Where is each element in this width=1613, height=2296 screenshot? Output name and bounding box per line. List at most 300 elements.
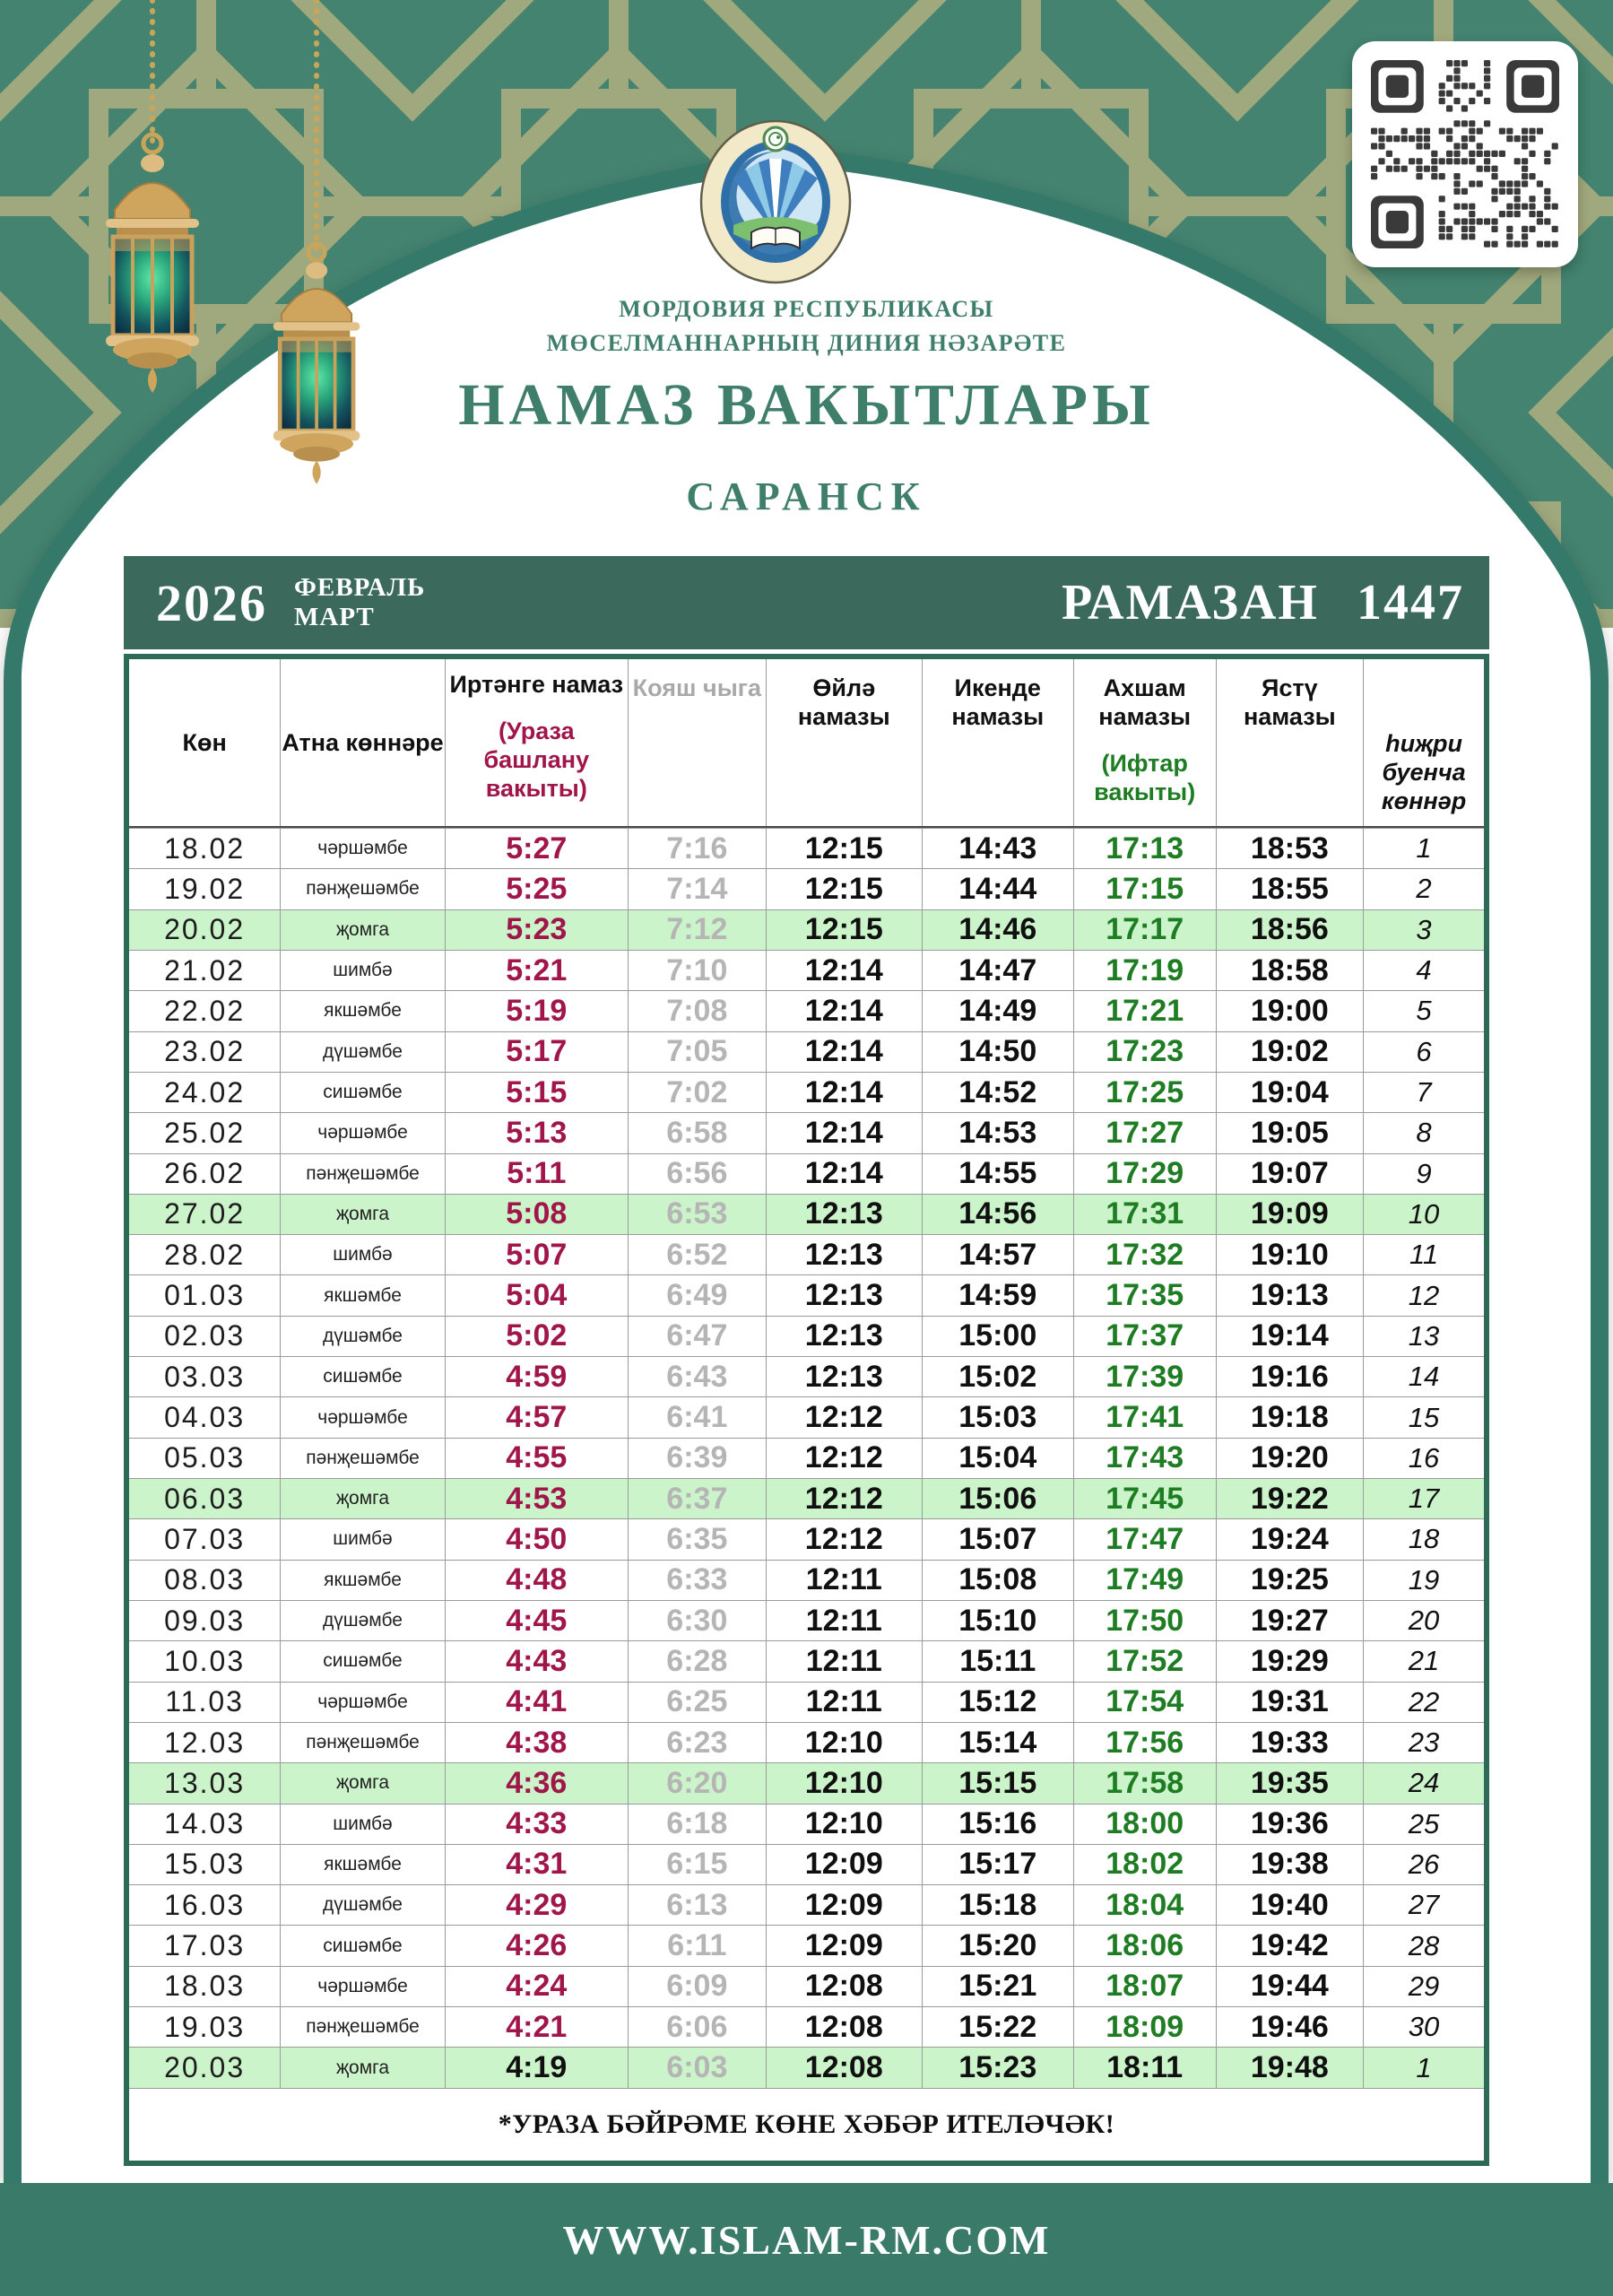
cell-dhuhr: 12:13 [767, 1195, 923, 1234]
cell-isha: 19:29 [1217, 1641, 1365, 1681]
cell-maghrib: 17:32 [1074, 1235, 1217, 1274]
cell-weekday: сишәмбе [281, 1641, 446, 1681]
cell-sunrise: 6:30 [629, 1601, 767, 1640]
cell-isha: 19:35 [1217, 1763, 1365, 1803]
cell-hijri: 5 [1364, 991, 1484, 1031]
table-row [129, 1640, 1484, 1681]
cell-date: 18.03 [129, 1967, 281, 2006]
cell-hijri: 7 [1364, 1073, 1484, 1112]
cell-fajr: 4:55 [446, 1439, 629, 1478]
cell-isha: 19:24 [1217, 1519, 1365, 1559]
cell-isha: 19:46 [1217, 2007, 1365, 2047]
cell-dhuhr: 12:10 [767, 1723, 923, 1762]
cell-dhuhr: 12:13 [767, 1357, 923, 1396]
cell-date: 23.02 [129, 1032, 281, 1072]
cell-maghrib: 17:49 [1074, 1561, 1217, 1600]
cell-maghrib: 18:02 [1074, 1845, 1217, 1884]
table-row [129, 1112, 1484, 1152]
table-row [129, 868, 1484, 909]
cell-dhuhr: 12:08 [767, 1967, 923, 2006]
cell-maghrib: 17:52 [1074, 1641, 1217, 1681]
cell-date: 11.03 [129, 1683, 281, 1722]
cell-fajr: 5:15 [446, 1073, 629, 1112]
cell-weekday: дүшәмбе [281, 1032, 446, 1072]
column-header-isha: Ястү намазы [1217, 659, 1365, 826]
cell-hijri: 6 [1364, 1032, 1484, 1072]
cell-asr: 15:12 [923, 1683, 1074, 1722]
cell-weekday: сишәмбе [281, 1357, 446, 1396]
cell-sunrise: 6:43 [629, 1357, 767, 1396]
cell-date: 07.03 [129, 1519, 281, 1559]
cell-fajr: 4:21 [446, 2007, 629, 2047]
cell-dhuhr: 12:12 [767, 1519, 923, 1559]
column-header-asr: Икенде намазы [923, 659, 1074, 826]
cell-sunrise: 6:35 [629, 1519, 767, 1559]
cell-fajr: 4:31 [446, 1845, 629, 1884]
cell-asr: 14:49 [923, 991, 1074, 1031]
cell-sunrise: 6:39 [629, 1439, 767, 1478]
cell-asr: 15:20 [923, 1926, 1074, 1965]
cell-dhuhr: 12:15 [767, 869, 923, 909]
months-label [294, 573, 425, 632]
cell-asr: 14:52 [923, 1073, 1074, 1112]
cell-date: 16.03 [129, 1885, 281, 1925]
cell-maghrib: 17:47 [1074, 1519, 1217, 1559]
cell-maghrib: 17:17 [1074, 910, 1217, 950]
cell-date: 03.03 [129, 1357, 281, 1396]
column-header-dhuhr: Өйлә намазы [767, 659, 923, 826]
table-row [129, 1356, 1484, 1396]
cell-date: 19.02 [129, 869, 281, 909]
cell-weekday: шимбә [281, 1235, 446, 1274]
cell-maghrib: 17:21 [1074, 991, 1217, 1031]
table-row [129, 1478, 1484, 1518]
table-row [129, 1966, 1484, 2006]
cell-date: 22.02 [129, 991, 281, 1031]
cell-maghrib: 17:25 [1074, 1073, 1217, 1112]
table-row [129, 1316, 1484, 1356]
cell-date: 24.02 [129, 1073, 281, 1112]
cell-weekday: якшәмбе [281, 1275, 446, 1315]
cell-weekday: шимбә [281, 1805, 446, 1844]
cell-isha: 18:58 [1217, 951, 1365, 990]
cell-weekday: чәршәмбе [281, 829, 446, 868]
cell-sunrise: 6:18 [629, 1805, 767, 1844]
logo-emblem [699, 119, 852, 284]
cell-asr: 14:56 [923, 1195, 1074, 1234]
cell-dhuhr: 12:11 [767, 1601, 923, 1640]
cell-fajr: 5:21 [446, 951, 629, 990]
cell-weekday: дүшәмбе [281, 1601, 446, 1640]
cell-dhuhr: 12:14 [767, 1073, 923, 1112]
table-row [129, 1560, 1484, 1600]
table-row [129, 1274, 1484, 1315]
cell-fajr: 5:17 [446, 1032, 629, 1072]
table-row [129, 2006, 1484, 2047]
cell-fajr: 4:33 [446, 1805, 629, 1844]
cell-date: 10.03 [129, 1641, 281, 1681]
cell-date: 15.03 [129, 1845, 281, 1884]
cell-weekday: чәршәмбе [281, 1397, 446, 1437]
cell-isha: 19:04 [1217, 1073, 1365, 1112]
cell-dhuhr: 12:14 [767, 951, 923, 990]
cell-dhuhr: 12:10 [767, 1763, 923, 1803]
cell-maghrib: 17:31 [1074, 1195, 1217, 1234]
cell-sunrise: 6:33 [629, 1561, 767, 1600]
cell-fajr: 5:08 [446, 1195, 629, 1234]
cell-hijri: 19 [1364, 1561, 1484, 1600]
cell-hijri: 24 [1364, 1763, 1484, 1803]
cell-hijri: 13 [1364, 1317, 1484, 1356]
column-header-fajr: Иртәнге намаз (Ураза башлану вакыты) [446, 659, 629, 826]
month-march: МАРТ [294, 603, 375, 631]
cell-dhuhr: 12:12 [767, 1479, 923, 1518]
cell-asr: 14:59 [923, 1275, 1074, 1315]
cell-date: 19.03 [129, 2007, 281, 2047]
cell-asr: 15:21 [923, 1967, 1074, 2006]
cell-date: 09.03 [129, 1601, 281, 1640]
cell-asr: 15:00 [923, 1317, 1074, 1356]
cell-maghrib: 17:19 [1074, 951, 1217, 990]
website-bar [0, 2183, 1613, 2296]
cell-asr: 14:44 [923, 869, 1074, 909]
cell-sunrise: 6:49 [629, 1275, 767, 1315]
cell-hijri: 29 [1364, 1967, 1484, 2006]
cell-maghrib: 18:06 [1074, 1926, 1217, 1965]
cell-fajr: 5:02 [446, 1317, 629, 1356]
cell-fajr: 4:36 [446, 1763, 629, 1803]
cell-date: 18.02 [129, 829, 281, 868]
cell-hijri: 1 [1364, 2048, 1484, 2087]
cell-isha: 19:13 [1217, 1275, 1365, 1315]
cell-asr: 15:15 [923, 1763, 1074, 1803]
cell-date: 27.02 [129, 1195, 281, 1234]
cell-maghrib: 17:15 [1074, 869, 1217, 909]
cell-weekday: дүшәмбе [281, 1317, 446, 1356]
cell-isha: 19:40 [1217, 1885, 1365, 1925]
cell-weekday: сишәмбе [281, 1073, 446, 1112]
cell-maghrib: 17:39 [1074, 1357, 1217, 1396]
table-row [129, 2047, 1484, 2087]
cell-sunrise: 6:11 [629, 1926, 767, 1965]
cell-dhuhr: 12:09 [767, 1845, 923, 1884]
table-body [129, 828, 1484, 2088]
table-row [129, 1804, 1484, 1844]
cell-maghrib: 17:41 [1074, 1397, 1217, 1437]
cell-isha: 19:16 [1217, 1357, 1365, 1396]
year-label: 2026 [156, 573, 267, 632]
cell-hijri: 17 [1364, 1479, 1484, 1518]
cell-sunrise: 7:14 [629, 869, 767, 909]
cell-isha: 18:55 [1217, 869, 1365, 909]
cell-fajr: 5:07 [446, 1235, 629, 1274]
cell-sunrise: 6:56 [629, 1154, 767, 1194]
cell-date: 12.03 [129, 1723, 281, 1762]
cell-maghrib: 17:23 [1074, 1032, 1217, 1072]
cell-maghrib: 18:04 [1074, 1885, 1217, 1925]
cell-weekday: пәнҗешәмбе [281, 2007, 446, 2047]
cell-sunrise: 6:41 [629, 1397, 767, 1437]
cell-maghrib: 17:50 [1074, 1601, 1217, 1640]
cell-hijri: 15 [1364, 1397, 1484, 1437]
cell-asr: 14:55 [923, 1154, 1074, 1194]
cell-weekday: пәнҗешәмбе [281, 1154, 446, 1194]
cell-hijri: 30 [1364, 2007, 1484, 2047]
cell-hijri: 12 [1364, 1275, 1484, 1315]
qr-code [1352, 41, 1578, 267]
cell-isha: 18:56 [1217, 910, 1365, 950]
cell-isha: 19:22 [1217, 1479, 1365, 1518]
cell-isha: 19:36 [1217, 1805, 1365, 1844]
cell-fajr: 4:24 [446, 1967, 629, 2006]
cell-sunrise: 7:12 [629, 910, 767, 950]
cell-sunrise: 6:47 [629, 1317, 767, 1356]
cell-sunrise: 7:02 [629, 1073, 767, 1112]
cell-hijri: 23 [1364, 1723, 1484, 1762]
cell-isha: 19:48 [1217, 2048, 1365, 2087]
cell-weekday: җомга [281, 1479, 446, 1518]
table-row [129, 950, 1484, 990]
cell-asr: 15:06 [923, 1479, 1074, 1518]
cell-isha: 19:25 [1217, 1561, 1365, 1600]
footnote: *УРАЗА БӘЙРӘМЕ КӨНЕ ХӘБӘР ИТЕЛӘЧӘК! [498, 2109, 1115, 2139]
cell-sunrise: 7:05 [629, 1032, 767, 1072]
cell-isha: 19:20 [1217, 1439, 1365, 1478]
cell-sunrise: 6:25 [629, 1683, 767, 1722]
cell-hijri: 21 [1364, 1641, 1484, 1681]
ramadan-label: РАМАЗАН 1447 [1062, 575, 1464, 631]
cell-date: 28.02 [129, 1235, 281, 1274]
column-header-weekday: Атна көннәре [281, 659, 446, 826]
cell-asr: 15:08 [923, 1561, 1074, 1600]
cell-maghrib: 17:13 [1074, 829, 1217, 868]
table-row [129, 1234, 1484, 1274]
cell-weekday: чәршәмбе [281, 1113, 446, 1152]
cell-sunrise: 6:13 [629, 1885, 767, 1925]
cell-weekday: якшәмбе [281, 991, 446, 1031]
cell-date: 20.03 [129, 2048, 281, 2087]
cell-hijri: 2 [1364, 869, 1484, 909]
cell-date: 05.03 [129, 1439, 281, 1478]
cell-isha: 18:53 [1217, 829, 1365, 868]
cell-hijri: 20 [1364, 1601, 1484, 1640]
cell-weekday: пәнҗешәмбе [281, 1723, 446, 1762]
cell-hijri: 28 [1364, 1926, 1484, 1965]
table-header-row [129, 659, 1484, 828]
cell-sunrise: 6:06 [629, 2007, 767, 2047]
cell-dhuhr: 12:09 [767, 1885, 923, 1925]
cell-dhuhr: 12:12 [767, 1397, 923, 1437]
website-url: WWW.ISLAM-RM.COM [562, 2216, 1051, 2263]
cell-sunrise: 7:10 [629, 951, 767, 990]
cell-asr: 14:43 [923, 829, 1074, 868]
cell-weekday: җомга [281, 910, 446, 950]
cell-isha: 19:38 [1217, 1845, 1365, 1884]
cell-sunrise: 6:20 [629, 1763, 767, 1803]
cell-sunrise: 6:58 [629, 1113, 767, 1152]
org-name-line2: МӨСЕЛМАННАРНЫҢ ДИНИЯ НӘЗАРӘТЕ [546, 330, 1067, 356]
cell-dhuhr: 12:14 [767, 1032, 923, 1072]
cell-maghrib: 17:58 [1074, 1763, 1217, 1803]
cell-hijri: 25 [1364, 1805, 1484, 1844]
cell-dhuhr: 12:09 [767, 1926, 923, 1965]
cell-hijri: 9 [1364, 1154, 1484, 1194]
column-header-sunrise: Кояш чыга [629, 659, 767, 826]
cell-fajr: 5:19 [446, 991, 629, 1031]
cell-fajr: 4:45 [446, 1601, 629, 1640]
cell-hijri: 16 [1364, 1439, 1484, 1478]
table-row [129, 1438, 1484, 1478]
cell-asr: 15:14 [923, 1723, 1074, 1762]
cell-isha: 19:18 [1217, 1397, 1365, 1437]
cell-isha: 19:02 [1217, 1032, 1365, 1072]
cell-weekday: пәнҗешәмбе [281, 869, 446, 909]
cell-asr: 15:03 [923, 1397, 1074, 1437]
cell-fajr: 5:11 [446, 1154, 629, 1194]
cell-dhuhr: 12:11 [767, 1641, 923, 1681]
footnote-row [129, 2088, 1484, 2161]
cell-asr: 15:04 [923, 1439, 1074, 1478]
cell-dhuhr: 12:12 [767, 1439, 923, 1478]
cell-fajr: 4:50 [446, 1519, 629, 1559]
table-row [129, 1396, 1484, 1437]
table-row [129, 1925, 1484, 1965]
cell-asr: 15:22 [923, 2007, 1074, 2047]
cell-dhuhr: 12:10 [767, 1805, 923, 1844]
cell-fajr: 5:04 [446, 1275, 629, 1315]
cell-asr: 15:10 [923, 1601, 1074, 1640]
table-row [129, 1153, 1484, 1194]
table-row [129, 1844, 1484, 1884]
cell-hijri: 4 [1364, 951, 1484, 990]
table-row [129, 828, 1484, 868]
cell-dhuhr: 12:13 [767, 1235, 923, 1274]
cell-sunrise: 6:15 [629, 1845, 767, 1884]
cell-hijri: 8 [1364, 1113, 1484, 1152]
cell-dhuhr: 12:15 [767, 829, 923, 868]
cell-date: 20.02 [129, 910, 281, 950]
cell-maghrib: 17:29 [1074, 1154, 1217, 1194]
cell-isha: 19:27 [1217, 1601, 1365, 1640]
cell-hijri: 27 [1364, 1885, 1484, 1925]
table-row [129, 1031, 1484, 1072]
cell-maghrib: 17:27 [1074, 1113, 1217, 1152]
cell-dhuhr: 12:08 [767, 2048, 923, 2087]
cell-maghrib: 17:56 [1074, 1723, 1217, 1762]
cell-fajr: 4:48 [446, 1561, 629, 1600]
cell-isha: 19:09 [1217, 1195, 1365, 1234]
cell-date: 17.03 [129, 1926, 281, 1965]
cell-date: 02.03 [129, 1317, 281, 1356]
cell-weekday: сишәмбе [281, 1926, 446, 1965]
table-row [129, 909, 1484, 950]
cell-isha: 19:00 [1217, 991, 1365, 1031]
cell-date: 08.03 [129, 1561, 281, 1600]
cell-asr: 14:53 [923, 1113, 1074, 1152]
cell-asr: 14:50 [923, 1032, 1074, 1072]
cell-maghrib: 18:11 [1074, 2048, 1217, 2087]
cell-date: 25.02 [129, 1113, 281, 1152]
cell-hijri: 26 [1364, 1845, 1484, 1884]
cell-fajr: 5:27 [446, 829, 629, 868]
cell-dhuhr: 12:14 [767, 991, 923, 1031]
cell-maghrib: 18:07 [1074, 1967, 1217, 2006]
city-name: САРАНСК [686, 474, 927, 518]
cell-maghrib: 17:37 [1074, 1317, 1217, 1356]
cell-date: 04.03 [129, 1397, 281, 1437]
table-row [129, 1518, 1484, 1559]
table-row [129, 1762, 1484, 1803]
cell-dhuhr: 12:08 [767, 2007, 923, 2047]
cell-maghrib: 18:00 [1074, 1805, 1217, 1844]
cell-asr: 15:11 [923, 1641, 1074, 1681]
cell-maghrib: 18:09 [1074, 2007, 1217, 2047]
cell-fajr: 5:13 [446, 1113, 629, 1152]
cell-weekday: чәршәмбе [281, 1967, 446, 2006]
cell-fajr: 4:19 [446, 2048, 629, 2087]
table-row [129, 1682, 1484, 1722]
cell-isha: 19:31 [1217, 1683, 1365, 1722]
cell-asr: 14:57 [923, 1235, 1074, 1274]
cell-fajr: 4:26 [446, 1926, 629, 1965]
cell-asr: 15:07 [923, 1519, 1074, 1559]
cell-isha: 19:10 [1217, 1235, 1365, 1274]
cell-isha: 19:14 [1217, 1317, 1365, 1356]
month-february: ФЕВРАЛЬ [294, 573, 426, 602]
cell-asr: 14:47 [923, 951, 1074, 990]
cell-sunrise: 7:08 [629, 991, 767, 1031]
table-row [129, 1600, 1484, 1640]
cell-sunrise: 6:53 [629, 1195, 767, 1234]
cell-date: 26.02 [129, 1154, 281, 1194]
cell-hijri: 3 [1364, 910, 1484, 950]
cell-weekday: җомга [281, 1195, 446, 1234]
cell-fajr: 4:53 [446, 1479, 629, 1518]
cell-weekday: дүшәмбе [281, 1885, 446, 1925]
cell-fajr: 5:25 [446, 869, 629, 909]
column-header-maghrib: Ахшам намазы (Ифтар вакыты) [1074, 659, 1217, 826]
cell-maghrib: 17:45 [1074, 1479, 1217, 1518]
cell-asr: 15:17 [923, 1845, 1074, 1884]
cell-hijri: 11 [1364, 1235, 1484, 1274]
cell-isha: 19:44 [1217, 1967, 1365, 2006]
cell-dhuhr: 12:13 [767, 1275, 923, 1315]
cell-fajr: 4:29 [446, 1885, 629, 1925]
cell-maghrib: 17:43 [1074, 1439, 1217, 1478]
cell-weekday: шимбә [281, 1519, 446, 1559]
qr-modules [1371, 60, 1559, 248]
cell-weekday: якшәмбе [281, 1845, 446, 1884]
cell-sunrise: 6:09 [629, 1967, 767, 2006]
cell-dhuhr: 12:13 [767, 1317, 923, 1356]
cell-weekday: җомга [281, 2048, 446, 2087]
cell-isha: 19:05 [1217, 1113, 1365, 1152]
cell-fajr: 5:23 [446, 910, 629, 950]
cell-sunrise: 6:23 [629, 1723, 767, 1762]
poster-title: НАМАЗ ВАКЫТЛАРЫ [458, 372, 1155, 438]
cell-date: 06.03 [129, 1479, 281, 1518]
cell-fajr: 4:38 [446, 1723, 629, 1762]
prayer-table [124, 654, 1489, 2166]
cell-asr: 15:23 [923, 2048, 1074, 2087]
cell-date: 13.03 [129, 1763, 281, 1803]
cell-dhuhr: 12:11 [767, 1683, 923, 1722]
cell-hijri: 10 [1364, 1195, 1484, 1234]
cell-date: 21.02 [129, 951, 281, 990]
cell-weekday: якшәмбе [281, 1561, 446, 1600]
cell-asr: 15:18 [923, 1885, 1074, 1925]
cell-hijri: 1 [1364, 829, 1484, 868]
